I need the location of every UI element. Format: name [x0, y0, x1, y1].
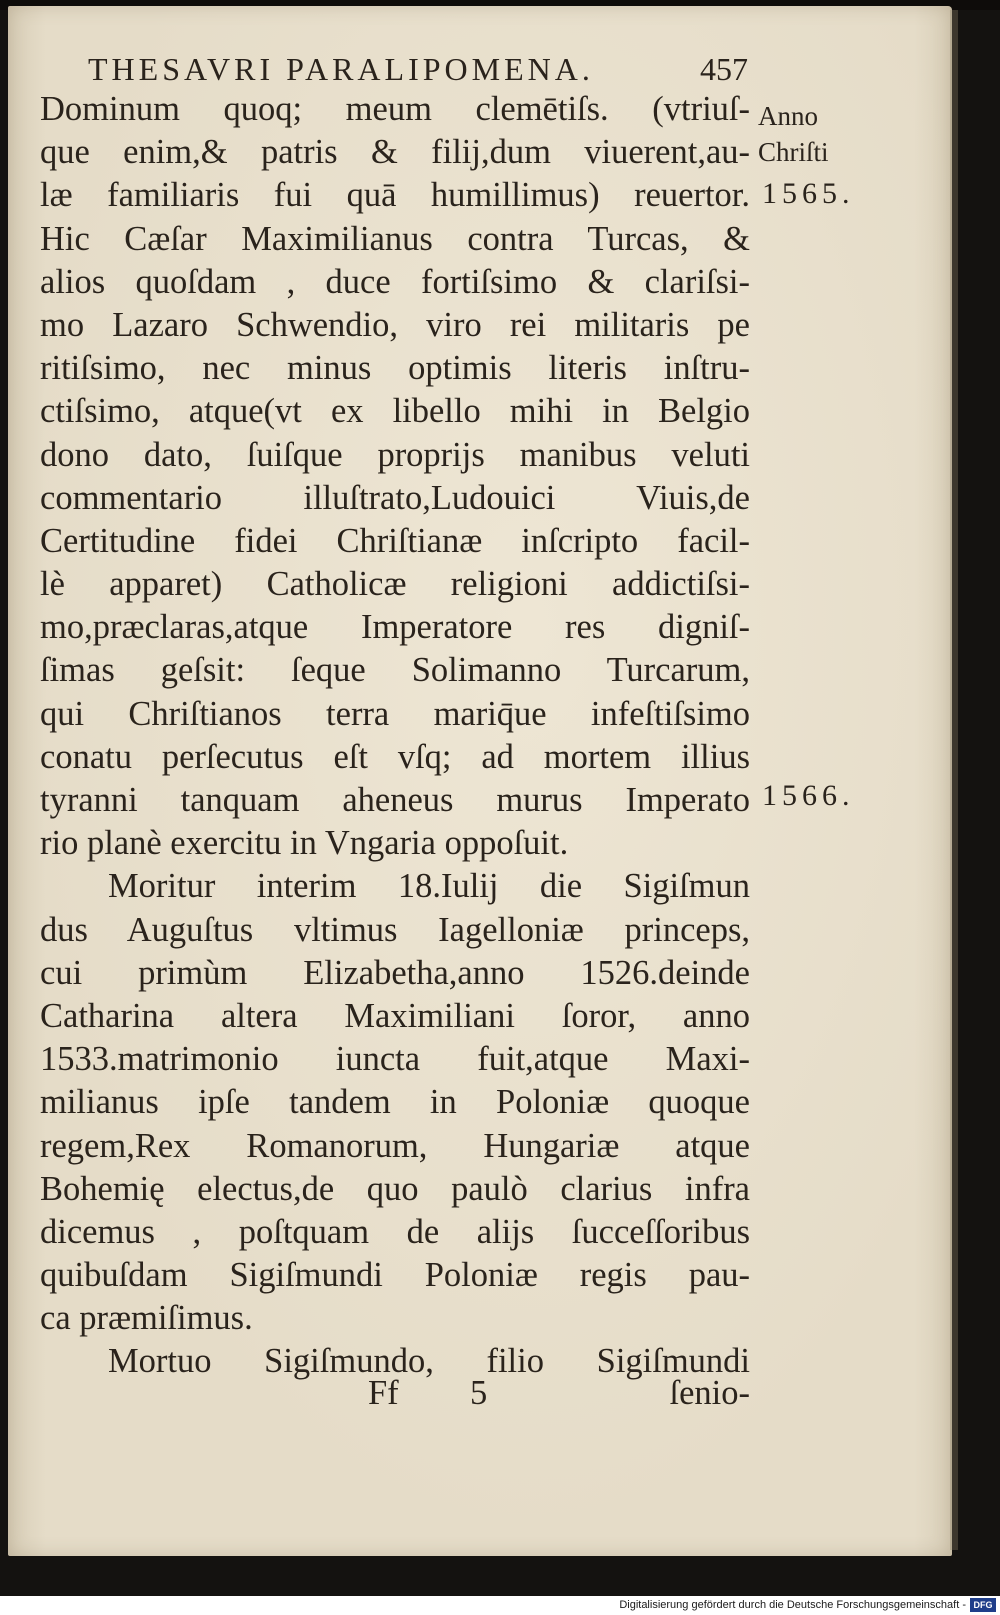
- text-line: Certitudine fidei Chriſtianæ inſcripto facil-: [40, 521, 750, 560]
- dfg-logo: DFG: [970, 1598, 996, 1612]
- text-line: rio planè exercitu in Vngaria oppoſuit.: [40, 824, 569, 863]
- text-line: commentario illuſtrato,Ludouici Viuis,de: [40, 478, 750, 517]
- text-line: alios quoſdam , duce fortiſsimo & clariſsi-: [40, 262, 750, 301]
- footer-bar: [0, 1596, 1000, 1615]
- text-line: dicemus , poſtquam de alijs ſucceſſoribus: [40, 1212, 750, 1251]
- text-line: ca præmiſimus.: [40, 1299, 253, 1338]
- text-line: conatu perſecutus eſt vſq; ad mortem illius: [40, 737, 750, 776]
- margin-year-1565: 1565.: [762, 177, 855, 210]
- footer-credit: Digitalisierung gefördert durch die Deutsche Forschungsgemeinschaft -: [619, 1599, 966, 1611]
- text-line: mo Lazaro Schwendio, viro rei militaris pe: [40, 305, 750, 344]
- catchword: ſenio-: [669, 1374, 750, 1412]
- signature-number: 5: [470, 1374, 488, 1412]
- text-line: Catharina altera Maximiliani ſoror, anno: [40, 996, 750, 1035]
- text-line: Dominum quoq; meum clemētiſs. (vtriuſ-: [40, 90, 750, 128]
- margin-year-1566: 1566.: [762, 779, 855, 812]
- text-line: que enim,& patris & filij,dum viuerent,au-: [40, 133, 750, 172]
- page-edge: [950, 10, 958, 1550]
- margin-note-anno: Anno: [758, 101, 818, 131]
- text-line: Moritur interim 18.Iulij die Sigiſmun: [108, 867, 750, 906]
- text-line: regem,Rex Romanorum, Hungariæ atque: [40, 1126, 750, 1165]
- text-line: tyranni tanquam aheneus murus Imperato: [40, 781, 750, 819]
- text-line: milianus ipſe tandem in Poloniæ quoque: [40, 1083, 750, 1122]
- catchline: [40, 1370, 750, 1416]
- text-line: Hic Cæſar Maximilianus contra Turcas, &: [40, 219, 750, 258]
- text-line: lè apparet) Catholicæ religioni addictiſsi-: [40, 565, 750, 604]
- running-title: THESAVRI PARALIPOMENA.: [88, 51, 594, 87]
- text-line: qui Chriſtianos terra mariq̄ue infeſtiſsimo: [40, 694, 750, 733]
- text-line: Mortuo Sigiſmundo, filio Sigiſmundi: [108, 1342, 750, 1381]
- text-line: ctiſsimo, atque(vt ex libello mihi in Belgio: [40, 392, 750, 431]
- running-head: [80, 44, 748, 94]
- text-line: dono dato, ſuiſque proprijs manibus veluti: [40, 435, 750, 474]
- text-line: ritiſsimo, nec minus optimis literis inſtru-: [40, 349, 750, 388]
- signature-mark: Ff: [368, 1374, 399, 1412]
- text-line: 1533.matrimonio iuncta fuit,atque Maxi-: [40, 1040, 750, 1079]
- margin-note-christi: Chriſti: [758, 137, 829, 167]
- text-line: cui primùm Elizabetha,anno 1526.deinde: [40, 953, 750, 992]
- text-line: læ familiaris fui quā humillimus) reuertor.: [40, 176, 750, 215]
- page-number: 457: [700, 51, 748, 87]
- text-line: quibuſdam Sigiſmundi Poloniæ regis pau-: [40, 1256, 750, 1295]
- text-line: dus Auguſtus vltimus Iagelloniæ princeps,: [40, 910, 750, 949]
- body-text: [40, 88, 750, 1384]
- text-line: mo,præclaras,atque Imperatore res digniſ-: [40, 608, 750, 647]
- text-line: Bohemię electus,de quo paulò clarius infra: [40, 1169, 750, 1208]
- text-line: ſimas geſsit: ſeque Solimanno Turcarum,: [40, 651, 750, 690]
